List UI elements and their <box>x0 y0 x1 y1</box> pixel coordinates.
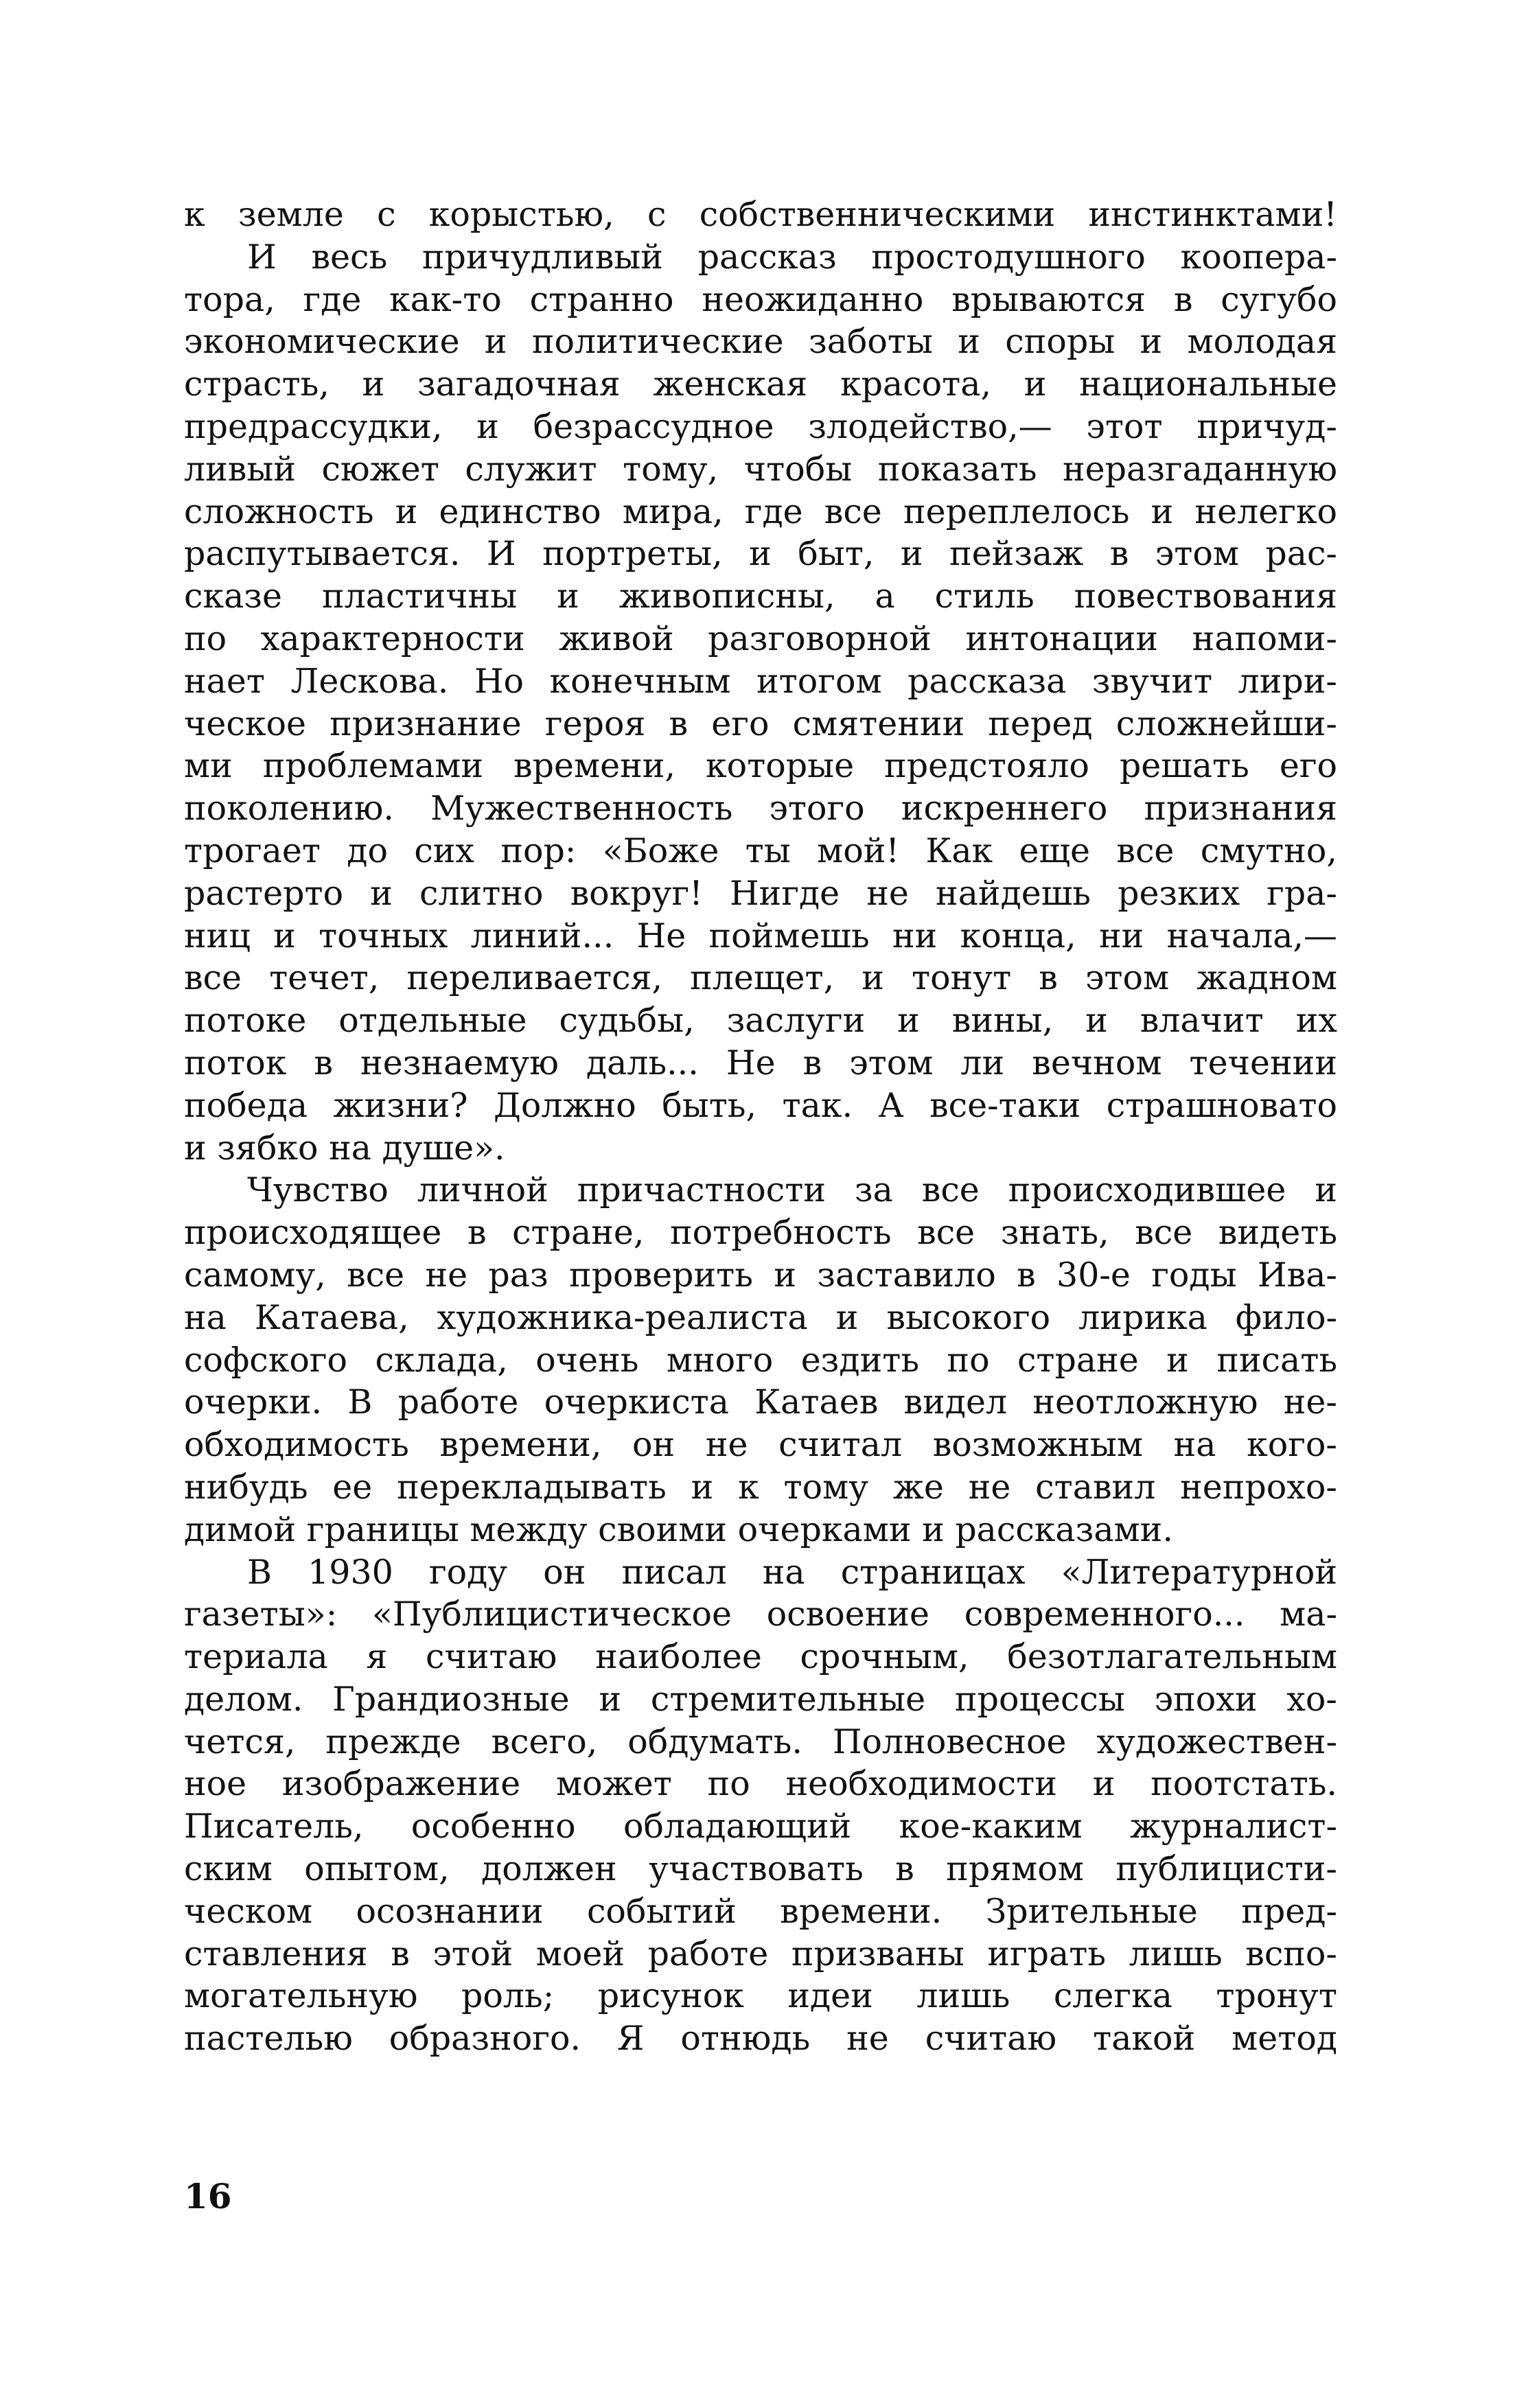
text-line: нибудь ее перекладывать и к тому же не ставил непрохо- <box>184 1467 1337 1507</box>
text-line: предрассудки, и безрассудное злодейство,— этот причуд- <box>184 406 1337 446</box>
text-line: ное изображение может по необходимости и поотстать. <box>184 1764 1337 1804</box>
text-line: страсть, и загадочная женская красота, и национальные <box>184 364 1337 404</box>
text-line: могательную роль; рисунок идеи лишь слегка тронут <box>184 1976 1337 2016</box>
body-text <box>184 194 1337 2060</box>
text-line: ческое признание героя в его смятении перед сложнейши- <box>184 704 1337 743</box>
text-line: и зябко на душе». <box>184 1128 505 1168</box>
text-line: чется, прежде всего, обдумать. Полновесное художествен- <box>184 1722 1337 1761</box>
text-line: очерки. В работе очеркиста Катаев видел неотложную не- <box>184 1382 1337 1422</box>
text-line: потоке отдельные судьбы, заслуги и вины, и влачит их <box>184 1001 1337 1041</box>
text-line: ским опытом, должен участвовать в прямом публицисти- <box>184 1849 1337 1889</box>
text-line: Писатель, особенно обладающий кое-каким журналист- <box>184 1807 1337 1846</box>
text-line: ми проблемами времени, которые предстояло решать его <box>184 746 1337 786</box>
text-line: поколению. Мужественность этого искреннего признания <box>184 789 1337 829</box>
text-line: на Катаева, художника-реалиста и высокого лирика фило- <box>184 1297 1337 1337</box>
text-line: растерто и слитно вокруг! Нигде не найдешь резких гра- <box>184 873 1337 913</box>
text-line: пастелью образного. Я отнюдь не считаю такой метод <box>184 2019 1337 2059</box>
text-line: происходящее в стране, потребность все знать, все видеть <box>184 1213 1337 1253</box>
text-line: софского склада, очень много ездить по стране и писать <box>184 1340 1337 1380</box>
text-line: экономические и политические заботы и споры и молодая <box>184 322 1337 362</box>
text-line: к земле с корыстью, с собственническими инстинктами! <box>184 195 1337 234</box>
text-line: тора, где как-то странно неожиданно врываются в сугубо <box>184 279 1337 319</box>
text-line: обходимость времени, он не считал возможным на кого- <box>184 1425 1337 1465</box>
text-line: по характерности живой разговорной интонации напоми- <box>184 618 1337 658</box>
text-line: сложность и единство мира, где все переплелось и нелегко <box>184 491 1337 531</box>
text-line: все течет, переливается, плещет, и тонут в этом жадном <box>184 958 1337 998</box>
text-line: И весь причудливый рассказ простодушного коопера- <box>247 237 1337 277</box>
text-line: ниц и точных линий... Не поймешь ни конца, ни начала,— <box>184 916 1337 956</box>
text-line: сказе пластичны и живописны, а стиль повествования <box>184 577 1337 616</box>
text-line: поток в незнаемую даль... Не в этом ли вечном течении <box>184 1043 1337 1083</box>
text-line: распутывается. И портреты, и быт, и пейзаж в этом рас- <box>184 534 1337 574</box>
text-line: самому, все не раз проверить и заставило в 30-е годы Ива- <box>184 1255 1337 1295</box>
text-line: ставления в этой моей работе призваны играть лишь вспо- <box>184 1934 1337 1973</box>
text-line: делом. Грандиозные и стремительные процессы эпохи хо- <box>184 1679 1337 1719</box>
text-line: трогает до сих пор: «Боже ты мой! Как еще все смутно, <box>184 831 1337 870</box>
text-line: газеты»: «Публицистическое освоение современного... ма- <box>184 1595 1337 1634</box>
text-line: нает Лескова. Но конечным итогом рассказа звучит лири- <box>184 661 1337 701</box>
text-line: В 1930 году он писал на страницах «Литературной <box>247 1552 1337 1592</box>
text-line: победа жизни? Должно быть, так. А все-таки страшновато <box>184 1085 1337 1125</box>
text-line: ческом осознании событий времени. Зрительные пред- <box>184 1891 1337 1931</box>
text-line: териала я считаю наиболее срочным, безотлагательным <box>184 1637 1337 1677</box>
text-line: Чувство личной причастности за все происходившее и <box>247 1170 1337 1210</box>
page-number: 16 <box>184 2176 232 2216</box>
text-line: ливый сюжет служит тому, чтобы показать неразгаданную <box>184 449 1337 489</box>
text-line: димой границы между своими очерками и рассказами. <box>184 1509 1173 1549</box>
